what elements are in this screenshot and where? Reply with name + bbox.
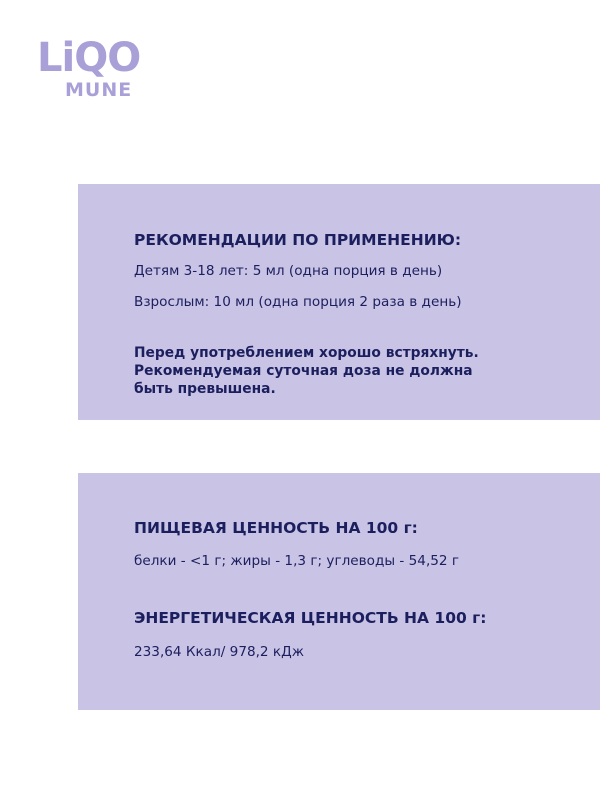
brand-logo — [37, 35, 149, 102]
nutrition-values: белки - <1 г; жиры - 1,3 г; углеводы - 54,52 г — [134, 553, 460, 569]
energy-value: 233,64 Ккал/ 978,2 кДж — [134, 644, 304, 660]
children-dosage: Детям 3-18 лет: 5 мл (одна порция в день) — [134, 263, 443, 279]
energy-heading: ЭНЕРГЕТИЧЕСКАЯ ЦЕННОСТЬ НА 100 г: — [134, 609, 487, 627]
usage-note-line: Перед употреблением хорошо встряхнуть. — [134, 345, 479, 361]
usage-note-line: быть превышена. — [134, 381, 276, 397]
adults-dosage: Взрослым: 10 мл (одна порция 2 раза в день) — [134, 294, 462, 310]
logo-wordmark-bottom: MUNE — [65, 79, 133, 101]
nutrition-card — [78, 473, 600, 710]
nutrition-heading: ПИЩЕВАЯ ЦЕННОСТЬ НА 100 г: — [134, 519, 418, 537]
logo-wordmark-top: LiQO — [37, 35, 141, 81]
usage-card — [78, 184, 600, 420]
usage-note — [134, 344, 534, 398]
usage-note-line: Рекомендуемая суточная доза не должна — [134, 363, 473, 379]
usage-heading: РЕКОМЕНДАЦИИ ПО ПРИМЕНЕНИЮ: — [134, 231, 462, 249]
